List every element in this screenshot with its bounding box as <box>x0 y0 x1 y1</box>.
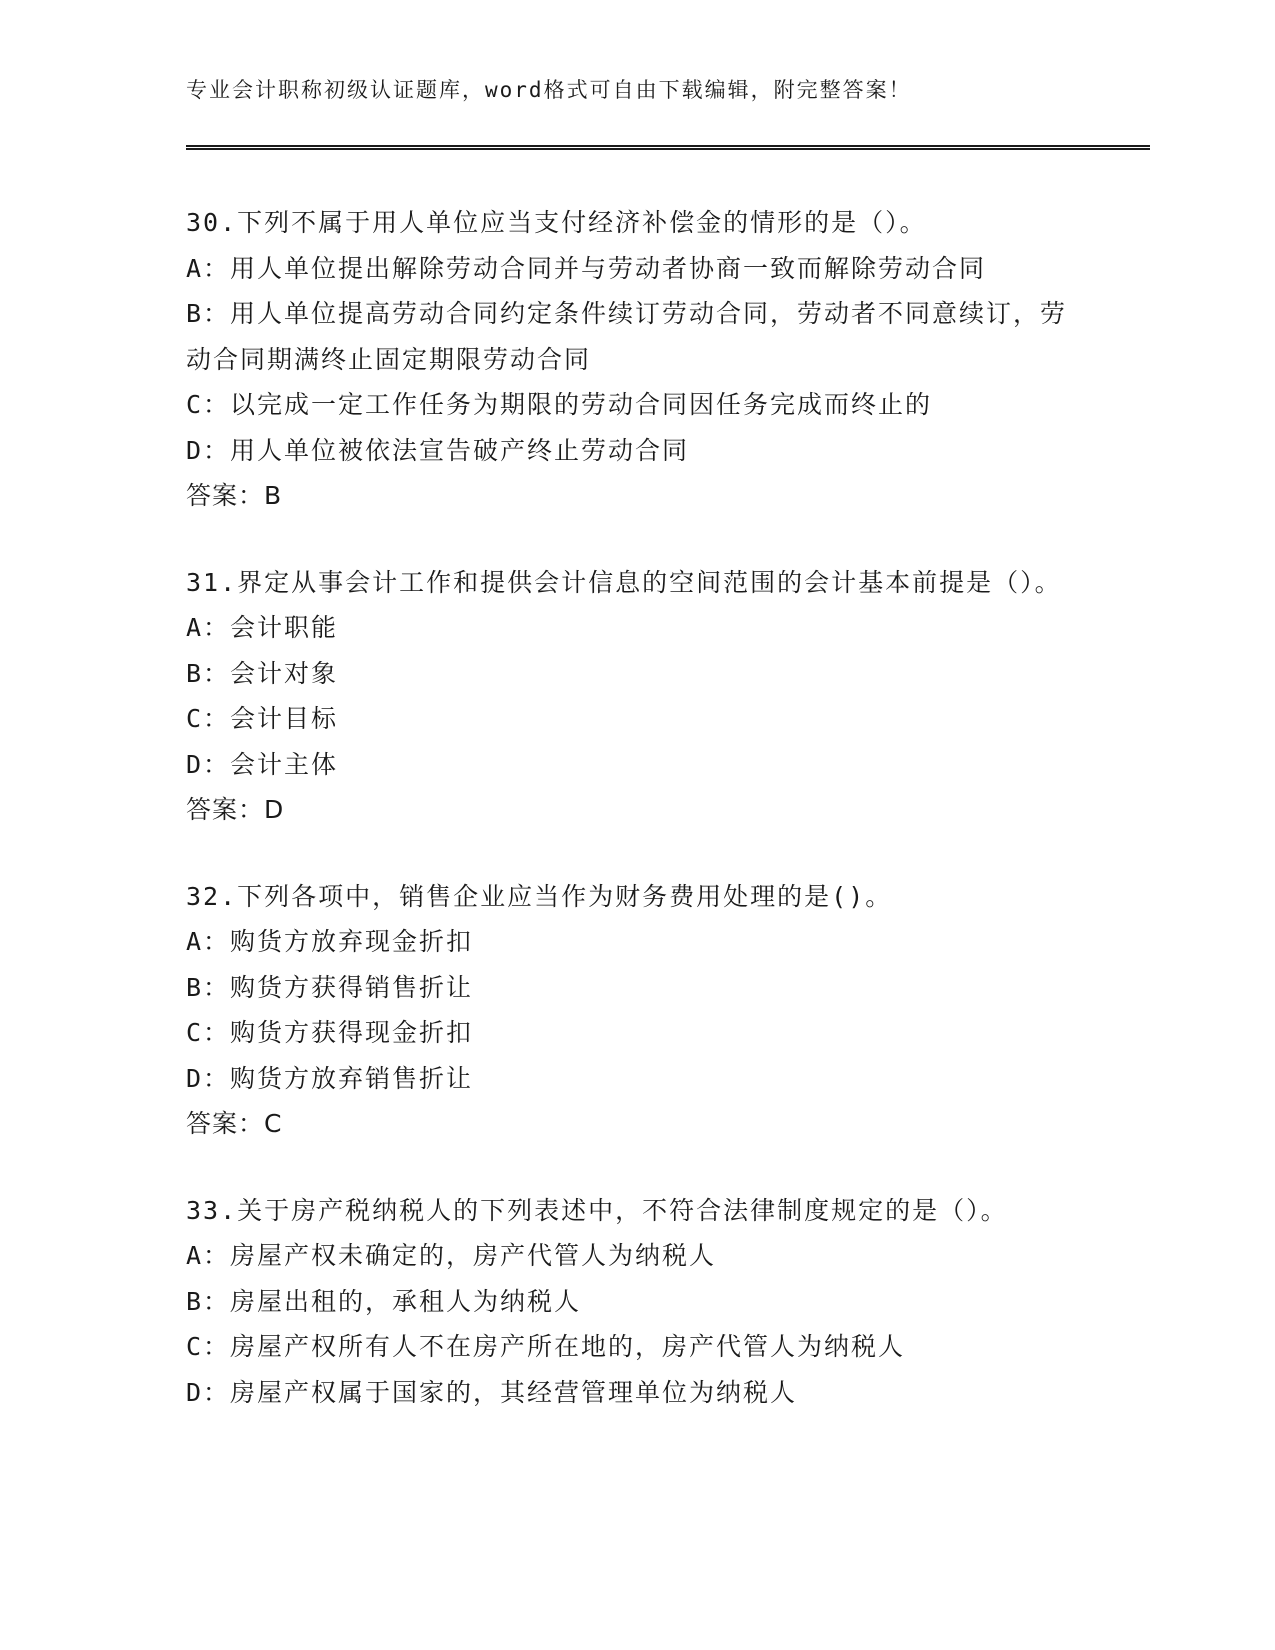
option-b: B：房屋出租的，承租人为纳税人 <box>186 1286 582 1316</box>
question-list <box>186 200 1076 1456</box>
option-d: D：会计主体 <box>186 749 339 779</box>
option-a: A：购货方放弃现金折扣 <box>186 927 474 956</box>
question-31 <box>186 560 1076 833</box>
option-d: D：房屋产权属于国家的，其经营管理单位为纳税人 <box>186 1377 798 1407</box>
question-33 <box>186 1188 1076 1416</box>
option-c: C：会计目标 <box>186 704 339 733</box>
question-30 <box>186 200 1076 519</box>
option-b: B：用人单位提高劳动合同约定条件续订劳动合同，劳动者不同意续订，劳动合同期满终止固定期限劳动合同 <box>186 299 1068 374</box>
question-stem: 33.关于房产税纳税人的下列表述中，不符合法律制度规定的是（）。 <box>186 1195 1008 1225</box>
option-c: C：以完成一定工作任务为期限的劳动合同因任务完成而终止的 <box>186 390 933 419</box>
page-header-text: 专业会计职称初级认证题库，word格式可自由下载编辑，附完整答案！ <box>186 78 912 102</box>
answer-text: 答案：B <box>186 481 283 510</box>
question-stem: 30.下列不属于用人单位应当支付经济补偿金的情形的是（）。 <box>186 208 927 237</box>
option-b: B：会计对象 <box>186 658 339 688</box>
option-c: C：房屋产权所有人不在房产所在地的，房产代管人为纳税人 <box>186 1332 906 1361</box>
answer-text: 答案：C <box>186 1109 283 1138</box>
option-a: A：房屋产权未确定的，房产代管人为纳税人 <box>186 1241 717 1270</box>
question-stem: 31.界定从事会计工作和提供会计信息的空间范围的会计基本前提是（）。 <box>186 567 1062 597</box>
option-a: A：用人单位提出解除劳动合同并与劳动者协商一致而解除劳动合同 <box>186 253 987 283</box>
option-d: D：购货方放弃销售折让 <box>186 1063 474 1093</box>
question-stem: 32.下列各项中，销售企业应当作为财务费用处理的是()。 <box>186 881 893 911</box>
option-b: B：购货方获得销售折让 <box>186 972 474 1002</box>
option-c: C：购货方获得现金折扣 <box>186 1018 474 1047</box>
option-a: A：会计职能 <box>186 613 339 642</box>
option-d: D：用人单位被依法宣告破产终止劳动合同 <box>186 435 690 465</box>
answer-text: 答案：D <box>186 795 285 824</box>
question-32 <box>186 874 1076 1147</box>
header-divider <box>186 145 1150 150</box>
